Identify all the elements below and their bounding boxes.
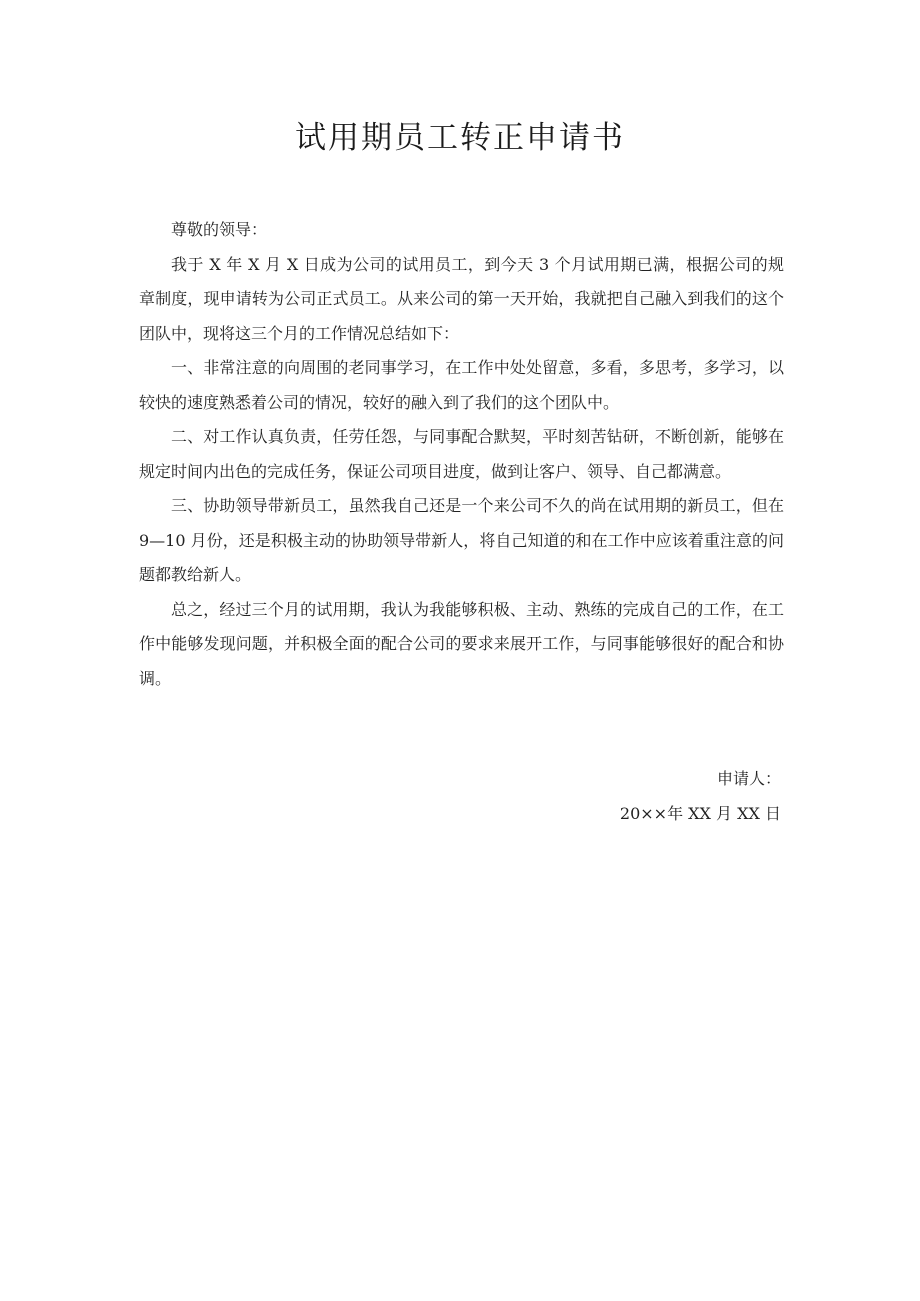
paragraph-point-3: 三、协助领导带新员工，虽然我自己还是一个来公司不久的尚在试用期的新员工，但在 9—10 月份，还是积极主动的协助领导带新人，将自己知道的和在工作中应该着重注意的问题都教给新人。 xyxy=(139,496,784,584)
paragraph-point-2: 二、对工作认真负责，任劳任怨，与同事配合默契，平时刻苦钻研，不断创新，能够在规定时间内出色的完成任务，保证公司项目进度，做到让客户、领导、自己都满意。 xyxy=(139,427,784,481)
salutation: 尊敬的领导： xyxy=(171,220,268,239)
signature-block xyxy=(381,762,781,831)
signature-label: 申请人： xyxy=(716,769,781,788)
paragraph-conclusion: 总之，经过三个月的试用期，我认为我能够积极、主动、熟练的完成自己的工作，在工作中能够发现问题，并积极全面的配合公司的要求来展开工作，与同事能够很好的配合和协调。 xyxy=(139,599,784,688)
paragraph-intro: 我于 X 年 X 月 X 日成为公司的试用员工，到今天 3 个月试用期已满，根据公司的规章制度，现申请转为公司正式员工。从来公司的第一天开始，我就把自己融入到我们的这个团队中，现将这三个月的工作情况总结如下： xyxy=(139,254,784,343)
document-body xyxy=(139,213,784,696)
document-title: 试用期员工转正申请书 xyxy=(295,120,625,156)
signature-date: 20××年 XX 月 XX 日 xyxy=(619,803,781,823)
paragraph-point-1: 一、非常注意的向周围的老同事学习，在工作中处处留意，多看，多思考，多学习，以较快的速度熟悉着公司的情况，较好的融入到了我们的这个团队中。 xyxy=(139,358,784,412)
